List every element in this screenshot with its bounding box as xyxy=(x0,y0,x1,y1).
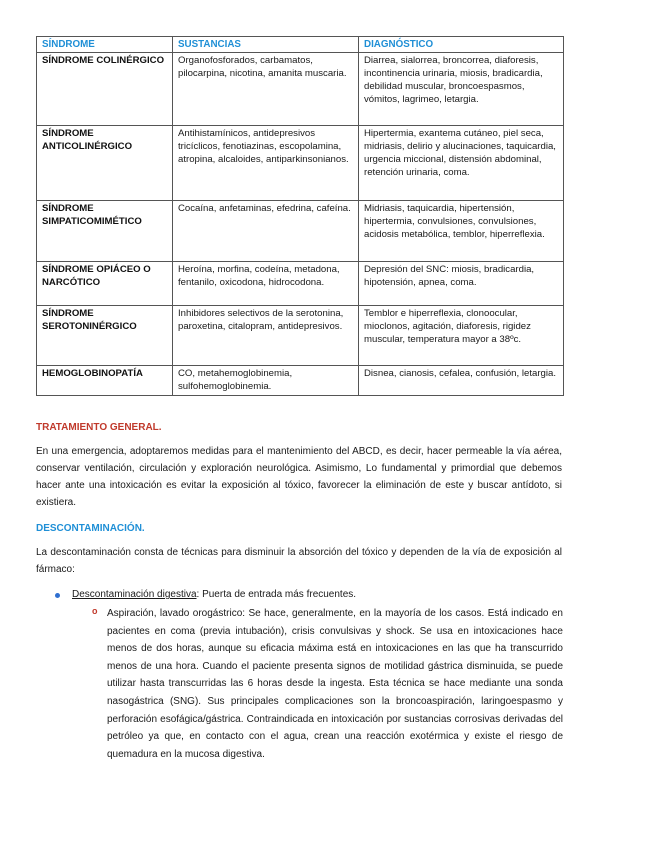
syndrome-diagnosis: Disnea, cianosis, cefalea, confusión, letargia. xyxy=(359,366,564,396)
circle-bullet-icon: o xyxy=(92,606,98,616)
table-row xyxy=(37,366,564,396)
table-header-row xyxy=(37,37,564,53)
syndrome-diagnosis: Depresión del SNC: miosis, bradicardia, hipotensión, apnea, coma. xyxy=(359,262,564,306)
syndrome-diagnosis: Hipertermia, exantema cutáneo, piel seca, midriasis, delirio y alucinaciones, taquicardia, urgencia miccional, distensión abdominal, retención urinaria, coma. xyxy=(359,126,564,201)
syndrome-substances: CO, metahemoglobinemia, sulfohemoglobinemia. xyxy=(173,366,359,396)
syndrome-diagnosis: Midriasis, taquicardia, hipertensión, hipertermia, convulsiones, convulsiones, acidosis metabólica, temblor, hiperreflexia. xyxy=(359,201,564,262)
syndrome-name: HEMOGLOBINOPATÍA xyxy=(37,366,173,396)
syndrome-substances: Cocaína, anfetaminas, efedrina, cafeína. xyxy=(173,201,359,262)
syndromes-table xyxy=(36,36,564,396)
bullet-dot-icon xyxy=(55,593,60,598)
header-sindrome: SÍNDROME xyxy=(37,37,173,53)
bullet-rest: : Puerta de entrada más frecuentes. xyxy=(196,589,357,600)
syndrome-diagnosis: Diarrea, sialorrea, broncorrea, diaforesis, incontinencia urinaria, miosis, bradicardia, debilidad muscular, broncoespasmos, vómitos, lagrimeo, letargia. xyxy=(359,53,564,126)
table-row xyxy=(37,262,564,306)
syndrome-substances: Heroína, morfina, codeína, metadona, fentanilo, oxicodona, hidrocodona. xyxy=(173,262,359,306)
header-sustancias: SUSTANCIAS xyxy=(173,37,359,53)
syndrome-name: SÍNDROME SEROTONINÉRGICO xyxy=(37,306,173,366)
tratamiento-paragraph: En una emergencia, adoptaremos medidas para el mantenimiento del ABCD, es decir, hacer permeable la vía aérea, conservar ventilación, circulación y exploración neurológica. Asimismo, Lo fundamental y primordial que debemos hacer ante una intoxicación es evitar la exposición al tóxico, favorecer la eliminación de este y buscar antídoto, si existiera. xyxy=(36,446,562,508)
lavado-orogastrico-paragraph: Aspiración, lavado orogástrico: Se hace, generalmente, en la mayoría de los casos. Está indicado en pacientes en coma (previa intubación), crisis convulsivas y shock. Se usa en intoxicaciones hace menos de dos horas, aunque su eficacia máxima está en intoxicaciones en las que ha transcurrido menos de una hora. Cuando el paciente presenta signos de motilidad gástrica disminuida, se puede utilizar hasta transcurridas las 6 horas desde la ingesta. Esta técnica se hace mediante una sonda nasogástrica (SNG). Sus principales complicaciones son la broncoaspiración, laringoespasmo y perforación esofágica/gástrica. Contraindicada en intoxicación por sustancias corrosivas derivadas del petróleo ya que, en contacto con el agua, crean una reacción exotérmica y existe el riesgo de quemadura en la mucosa digestiva. xyxy=(107,608,563,760)
header-diagnostico: DIAGNÓSTICO xyxy=(359,37,564,53)
table-row xyxy=(37,126,564,201)
descontaminacion-intro: La descontaminación consta de técnicas para disminuir la absorción del tóxico y dependen de la vía de exposición al fármaco: xyxy=(36,547,562,575)
tratamiento-title: TRATAMIENTO GENERAL. xyxy=(36,422,162,433)
bullet-term: Descontaminación digestiva xyxy=(72,589,197,600)
syndrome-name: SÍNDROME OPIÁCEO O NARCÓTICO xyxy=(37,262,173,306)
syndrome-substances: Antihistamínicos, antidepresivos tricíclicos, fenotiazinas, escopolamina, atropina, alcaloides, antiparkinsonianos. xyxy=(173,126,359,201)
syndrome-name: SÍNDROME SIMPATICOMIMÉTICO xyxy=(37,201,173,262)
syndrome-name: SÍNDROME COLINÉRGICO xyxy=(37,53,173,126)
bullet-descontaminacion-digestiva xyxy=(72,587,582,603)
syndrome-name: SÍNDROME ANTICOLINÉRGICO xyxy=(37,126,173,201)
table-row xyxy=(37,53,564,126)
syndrome-substances: Inhibidores selectivos de la serotonina, paroxetina, citalopram, antidepresivos. xyxy=(173,306,359,366)
syndrome-diagnosis: Temblor e hiperreflexia, clonoocular, mioclonos, agitación, diaforesis, rigidez muscular, temperatura mayor a 38ºc. xyxy=(359,306,564,366)
table-row xyxy=(37,201,564,262)
table-row xyxy=(37,306,564,366)
descontaminacion-title: DESCONTAMINACIÓN. xyxy=(36,523,145,534)
syndrome-substances: Organofosforados, carbamatos, pilocarpina, nicotina, amanita muscaria. xyxy=(173,53,359,126)
